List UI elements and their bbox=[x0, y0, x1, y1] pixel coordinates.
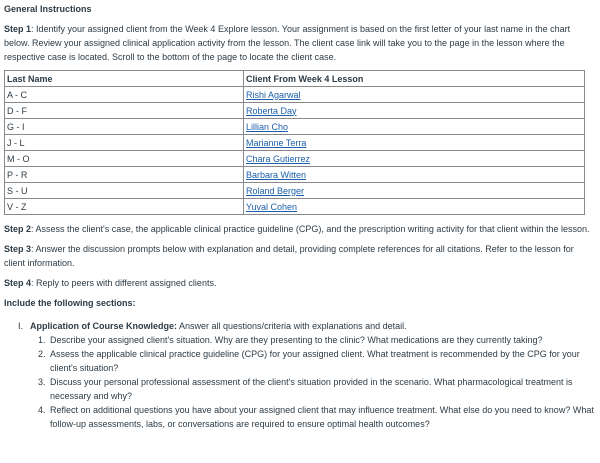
table-row bbox=[5, 199, 585, 215]
part-1-title: Application of Course Knowledge: bbox=[30, 321, 178, 331]
list-item: 3. Discuss your personal professional assessment of the client's situation provided in the scenario. What pharmacological treatment is necessary and why? bbox=[48, 375, 596, 403]
step-3-text: : Answer the discussion prompts below with explanation and detail, providing complete references for all citations. Refer to the lesson for client information. bbox=[4, 244, 574, 268]
client-header: Client From Week 4 Lesson bbox=[244, 71, 585, 87]
client-cell bbox=[244, 183, 585, 199]
list-item: 4. Reflect on additional questions you have about your assigned client that may influence treatment. What else do you need to know? What follow-up assessments, labs, or conversations are required to ensure optimal health outcomes? bbox=[48, 403, 596, 431]
table-row bbox=[5, 151, 585, 167]
table-row bbox=[5, 87, 585, 103]
client-cell bbox=[244, 87, 585, 103]
step-2-label: Step 2 bbox=[4, 224, 32, 234]
part-1-list bbox=[18, 333, 596, 431]
general-instructions-heading: General Instructions bbox=[4, 4, 92, 14]
client-link[interactable]: Lillian Cho bbox=[246, 121, 289, 132]
client-link[interactable]: Roberta Day bbox=[246, 105, 297, 116]
table-header-row bbox=[5, 71, 585, 87]
client-cell bbox=[244, 103, 585, 119]
table-row bbox=[5, 183, 585, 199]
step-2-text: : Assess the client's case, the applicable clinical practice guideline (CPG), and the prescription writing activity for that client within the lesson. bbox=[31, 224, 590, 234]
table-row bbox=[5, 167, 585, 183]
list-item: 2. Assess the applicable clinical practice guideline (CPG) for your assigned client. What treatment is recommended by the CPG for your client's situation? bbox=[48, 347, 596, 375]
instructions-page bbox=[0, 2, 600, 431]
last-name-range: G - I bbox=[5, 119, 244, 135]
client-assignment-table bbox=[4, 70, 585, 215]
step-1-label: Step 1 bbox=[4, 24, 32, 34]
step-1 bbox=[4, 22, 596, 64]
part-1-text: Answer all questions/criteria with explanations and detail. bbox=[177, 321, 407, 331]
part-1-title-line bbox=[18, 319, 596, 333]
sections-heading: Include the following sections: bbox=[4, 298, 136, 308]
client-link[interactable]: Marianne Terra bbox=[246, 137, 307, 148]
last-name-range: J - L bbox=[5, 135, 244, 151]
list-item: 1. Describe your assigned client's situation. Why are they presenting to the clinic? What medications are they currently taking? bbox=[48, 333, 596, 347]
last-name-range: V - Z bbox=[5, 199, 244, 215]
last-name-range: A - C bbox=[5, 87, 244, 103]
step-4 bbox=[4, 276, 596, 290]
step-3-label: Step 3 bbox=[4, 244, 32, 254]
last-name-header: Last Name bbox=[5, 71, 244, 87]
client-link[interactable]: Barbara Witten bbox=[246, 169, 307, 180]
step-4-label: Step 4 bbox=[4, 278, 32, 288]
client-cell bbox=[244, 151, 585, 167]
table-row bbox=[5, 135, 585, 151]
client-cell bbox=[244, 167, 585, 183]
step-3 bbox=[4, 242, 596, 270]
part-1-numeral: I. bbox=[18, 321, 24, 331]
table-row bbox=[5, 119, 585, 135]
client-cell bbox=[244, 135, 585, 151]
last-name-range: D - F bbox=[5, 103, 244, 119]
client-link[interactable]: Rishi Agarwal bbox=[246, 89, 301, 100]
last-name-range: S - U bbox=[5, 183, 244, 199]
step-2 bbox=[4, 222, 596, 236]
part-1 bbox=[18, 319, 596, 431]
last-name-range: M - O bbox=[5, 151, 244, 167]
client-cell bbox=[244, 199, 585, 215]
table-row bbox=[5, 103, 585, 119]
client-cell bbox=[244, 119, 585, 135]
step-4-text: : Reply to peers with different assigned clients. bbox=[31, 278, 217, 288]
client-link[interactable]: Chara Gutierrez bbox=[246, 153, 311, 164]
client-link[interactable]: Roland Berger bbox=[246, 185, 305, 196]
client-link[interactable]: Yuval Cohen bbox=[246, 201, 298, 212]
last-name-range: P - R bbox=[5, 167, 244, 183]
step-1-text: : Identify your assigned client from the Week 4 Explore lesson. Your assignment is based on the first letter of your last name in the chart below. Review your assigned clinical application activity from the lesson. The client case link will take you to the page in the lesson where the respective case is located. Scroll to the bottom of the page to locate the client case. bbox=[4, 24, 571, 62]
